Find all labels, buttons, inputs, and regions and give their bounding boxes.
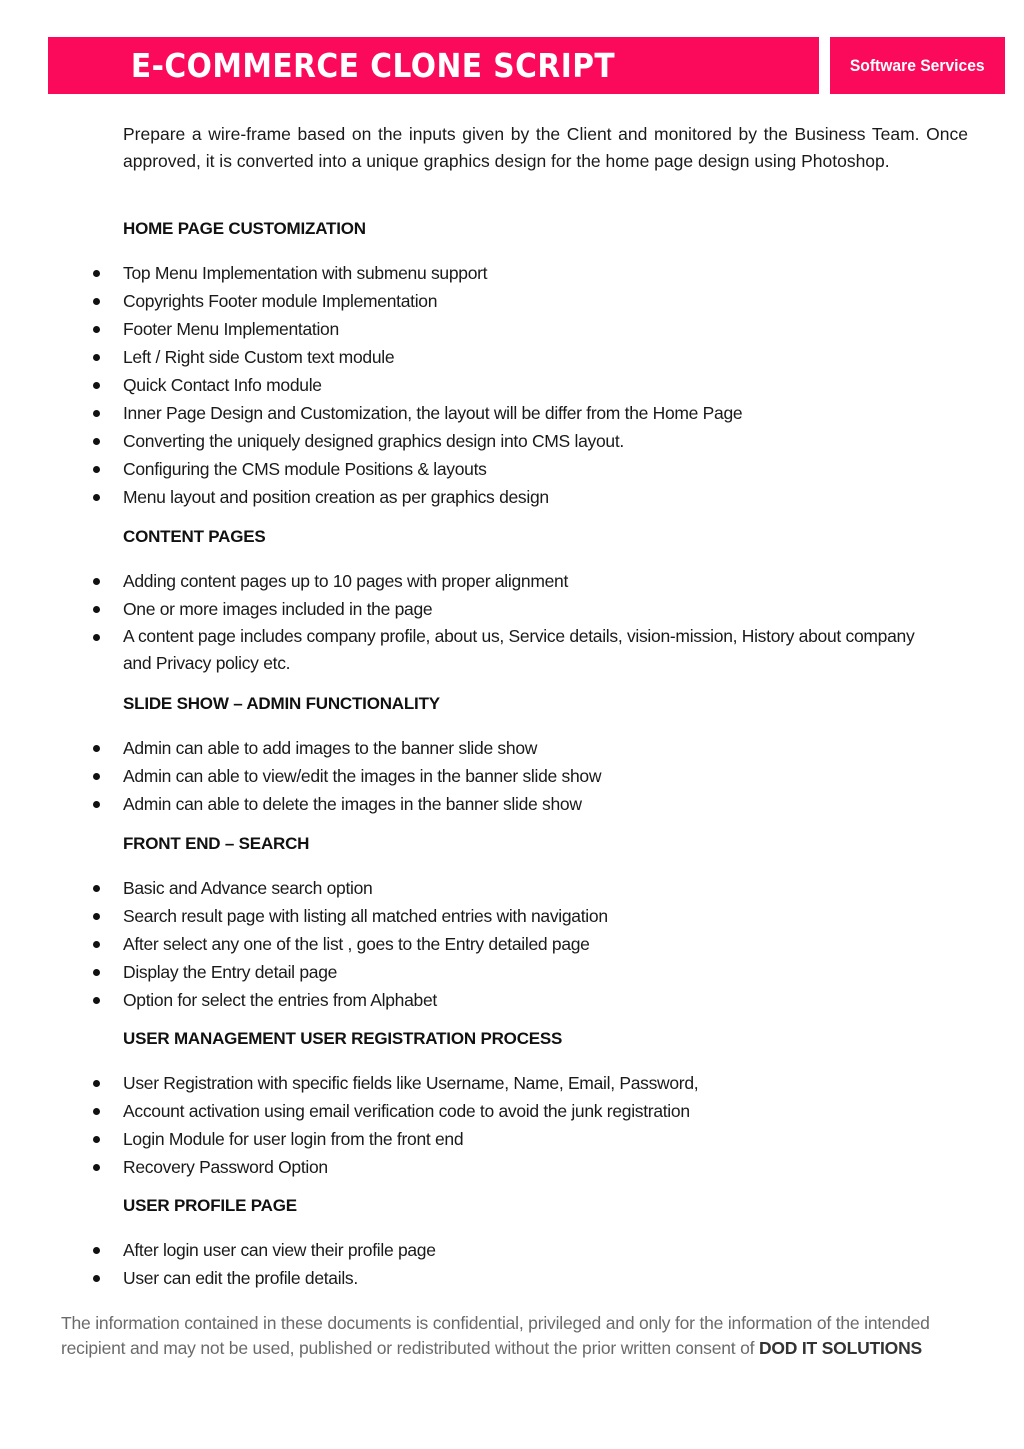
front-end-search-list — [0, 874, 1024, 1014]
document-title: E-COMMERCE CLONE SCRIPT — [131, 46, 616, 85]
list-item: Admin can able to add images to the banner slide show — [0, 734, 943, 762]
section-heading-front-end-search: FRONT END – SEARCH — [123, 834, 310, 853]
section-heading-user-management: USER MANAGEMENT USER REGISTRATION PROCESS — [123, 1029, 563, 1048]
bullet-icon — [93, 1247, 100, 1254]
list-item: Option for select the entries from Alphabet — [0, 986, 943, 1014]
bullet-icon — [93, 634, 100, 641]
list-item: Footer Menu Implementation — [0, 315, 943, 343]
list-item: Recovery Password Option — [0, 1153, 943, 1181]
list-item: Account activation using email verification code to avoid the junk registration — [0, 1097, 943, 1125]
user-management-list — [0, 1069, 1024, 1181]
list-item: Login Module for user login from the front end — [0, 1125, 943, 1153]
list-item: Quick Contact Info module — [0, 371, 943, 399]
bullet-icon — [93, 913, 100, 920]
list-item: Left / Right side Custom text module — [0, 343, 943, 371]
bullet-icon — [93, 466, 100, 473]
user-profile-list — [0, 1236, 1024, 1292]
header-badge — [830, 37, 1005, 94]
confidentiality-text: The information contained in these documents is confidential, privileged and only for the information of the intended recipient and may not be used, published or redistributed without the prior written consent of — [61, 1313, 930, 1358]
header-banner — [48, 37, 819, 94]
bullet-icon — [93, 606, 100, 613]
section-heading-home-page: HOME PAGE CUSTOMIZATION — [123, 219, 366, 238]
bullet-icon — [93, 1136, 100, 1143]
list-item: Converting the uniquely designed graphics design into CMS layout. — [0, 427, 943, 455]
header-badge-label: Software Services — [850, 55, 985, 75]
bullet-icon — [93, 773, 100, 780]
bullet-icon — [93, 1275, 100, 1282]
list-item: User Registration with specific fields like Username, Name, Email, Password, — [0, 1069, 943, 1097]
list-item: Search result page with listing all matched entries with navigation — [0, 902, 943, 930]
list-item: Adding content pages up to 10 pages with proper alignment — [0, 567, 943, 595]
bullet-icon — [93, 494, 100, 501]
bullet-icon — [93, 354, 100, 361]
bullet-icon — [93, 270, 100, 277]
bullet-icon — [93, 969, 100, 976]
section-heading-content-pages: CONTENT PAGES — [123, 527, 266, 546]
bullet-icon — [93, 885, 100, 892]
content-pages-list — [0, 567, 1024, 677]
list-item: Inner Page Design and Customization, the layout will be differ from the Home Page — [0, 399, 943, 427]
list-item: A content page includes company profile, about us, Service details, vision-mission, History about company and Privacy policy etc. — [0, 623, 943, 677]
bullet-icon — [93, 382, 100, 389]
list-item: Configuring the CMS module Positions & layouts — [0, 455, 943, 483]
confidentiality-notice — [61, 1311, 951, 1361]
list-item: Copyrights Footer module Implementation — [0, 287, 943, 315]
section-heading-user-profile: USER PROFILE PAGE — [123, 1196, 297, 1215]
bullet-icon — [93, 745, 100, 752]
list-item: One or more images included in the page — [0, 595, 943, 623]
home-page-list — [0, 259, 1024, 511]
company-name: DOD IT SOLUTIONS — [758, 1338, 922, 1358]
bullet-icon — [93, 438, 100, 445]
bullet-icon — [93, 326, 100, 333]
list-item: After select any one of the list , goes to the Entry detailed page — [0, 930, 943, 958]
list-item: Top Menu Implementation with submenu support — [0, 259, 943, 287]
list-item: Basic and Advance search option — [0, 874, 943, 902]
bullet-icon — [93, 1164, 100, 1171]
list-item: Admin can able to view/edit the images in the banner slide show — [0, 762, 943, 790]
list-item: Display the Entry detail page — [0, 958, 943, 986]
bullet-icon — [93, 1108, 100, 1115]
bullet-icon — [93, 941, 100, 948]
bullet-icon — [93, 298, 100, 305]
bullet-icon — [93, 801, 100, 808]
list-item: User can edit the profile details. — [0, 1264, 943, 1292]
intro-paragraph: Prepare a wire-frame based on the inputs given by the Client and monitored by the Business Team. Once approved, it is converted into a unique graphics design for the home page design using Photoshop. — [123, 124, 968, 171]
bullet-icon — [93, 997, 100, 1004]
list-item: After login user can view their profile page — [0, 1236, 943, 1264]
bullet-icon — [93, 1080, 100, 1087]
list-item: Admin can able to delete the images in the banner slide show — [0, 790, 943, 818]
section-heading-slide-show: SLIDE SHOW – ADMIN FUNCTIONALITY — [123, 694, 440, 713]
bullet-icon — [93, 410, 100, 417]
list-item: Menu layout and position creation as per graphics design — [0, 483, 943, 511]
slide-show-list — [0, 734, 1024, 818]
bullet-icon — [93, 578, 100, 585]
